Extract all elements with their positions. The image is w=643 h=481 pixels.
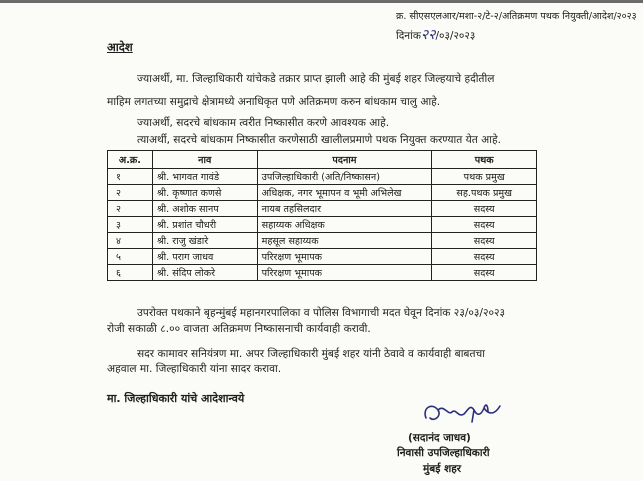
signatory-designation: निवासी उपजिल्हाधिकारी: [397, 447, 490, 459]
cell-name: श्री. कृष्णात कणसे: [152, 185, 257, 201]
cell-designation: नायब तहसिलदार: [257, 201, 432, 217]
cell-designation: परिरक्षण भूमापक: [257, 249, 432, 265]
cell-name: श्री. राजु खंडारे: [152, 233, 257, 249]
table-row: [108, 249, 537, 265]
cell-serial: ३: [108, 217, 153, 233]
top-border: [0, 0, 643, 3]
cell-serial: ४: [108, 233, 153, 249]
paragraph-5-line-2: अहवाल मा. जिल्हाधिकारी यांना सादर करावा.: [107, 363, 282, 375]
signature-image: [418, 396, 508, 430]
order-by-line: मा. जिल्हाधिकारी यांचे आदेशान्वये: [107, 392, 245, 405]
cell-designation: सहाय्यक अधिक्षक: [257, 217, 432, 233]
table-header-row: [108, 151, 537, 169]
cell-designation: उपजिल्हाधिकारी (अति/निष्कासन): [257, 169, 432, 185]
reference-number: क्र. सीएसएलआर/मशा-२/टे-२/अतिक्रमण पथक नियुक्ती/आदेश/२०२३: [396, 11, 637, 22]
col-header-name: नाव: [152, 151, 257, 169]
table-row: [108, 265, 537, 281]
paragraph-4-line-2: रोजी सकाळी ८.०० वाजता अतिक्रमण निष्कासनाची कार्यवाही करावी.: [107, 323, 371, 335]
table-row: [108, 233, 537, 249]
cell-name: श्री. प्रशांत चौधरी: [152, 217, 257, 233]
cell-team-role: सदस्य: [432, 265, 537, 281]
order-date: [396, 25, 475, 44]
cell-name: श्री. पराग जाधव: [152, 249, 257, 265]
team-table: [107, 150, 537, 281]
paragraph-3: त्याअर्थी, सदरचे बांधकाम निष्कासीत करणेसाठी खालीलप्रमाणे पथक नियुक्त करण्यात येत आहे.: [137, 134, 502, 146]
col-header-designation: पदनाम: [257, 151, 432, 169]
cell-team-role: सदस्य: [432, 233, 537, 249]
cell-team-role: सदस्य: [432, 217, 537, 233]
paragraph-1-line-2: माहिम लगतच्या समुद्राचे क्षेत्रामध्ये अनाधिकृत पणे अतिक्रमण करुन बांधकाम चालु आहे.: [107, 96, 441, 108]
cell-team-role: सदस्य: [432, 201, 537, 217]
paragraph-5-line-1: सदर कामावर सनियंत्रण मा. अपर जिल्हाधिकारी मुंबई शहर यांनी ठेवावे व कार्यवाही बाबतचा: [137, 348, 485, 360]
cell-designation: अधिक्षक, नगर भूमापन व भूमी अभिलेख: [257, 185, 432, 201]
table-row: [108, 169, 537, 185]
cell-name: श्री. अशोक सानप: [152, 201, 257, 217]
cell-serial: २: [108, 185, 153, 201]
col-header-team-role: पथक: [432, 151, 537, 169]
date-prefix: दिनांक: [396, 30, 421, 42]
cell-designation: महसूल सहाय्यक: [257, 233, 432, 249]
cell-serial: २: [108, 201, 153, 217]
paragraph-2: ज्याअर्थी, सदरचे बांधकाम त्वरीत निष्कासीत करणे आवश्यक आहे.: [137, 117, 390, 129]
signatory-city: मुंबई शहर: [423, 463, 462, 475]
paragraph-1-line-1: ज्याअर्थी, मा. जिल्हाधिकारी यांचेकडे तक्रार प्राप्त झाली आहे की मुंबई शहर जिल्हयाचे हदीतील: [137, 73, 495, 85]
cell-team-role: सदस्य: [432, 249, 537, 265]
cell-serial: ६: [108, 265, 153, 281]
cell-name: श्री. भागवत गावंडे: [152, 169, 257, 185]
page-title: आदेश: [107, 40, 133, 54]
cell-serial: १: [108, 169, 153, 185]
cell-name: श्री. संदिप लोकरे: [152, 265, 257, 281]
signatory-name: (सदानंद जाधव): [408, 432, 471, 444]
table-row: [108, 217, 537, 233]
cell-serial: ५: [108, 249, 153, 265]
date-day: २२: [420, 27, 436, 43]
cell-team-role: पथक प्रमुख: [432, 169, 537, 185]
table-row: [108, 201, 537, 217]
date-rest: /०३/२०२३: [435, 30, 476, 42]
table-row: [108, 185, 537, 201]
cell-designation: परिरक्षण भूमापक: [257, 265, 432, 281]
col-header-serial: अ.क्र.: [108, 151, 153, 169]
paragraph-4-line-1: उपरोक्त पथकाने बृहन्मुंबई महानगरपालिका व पोलिस विभागाची मदत घेवून दिनांक २३/०३/२०२३: [137, 307, 506, 319]
cell-team-role: सह.पथक प्रमुख: [432, 185, 537, 201]
